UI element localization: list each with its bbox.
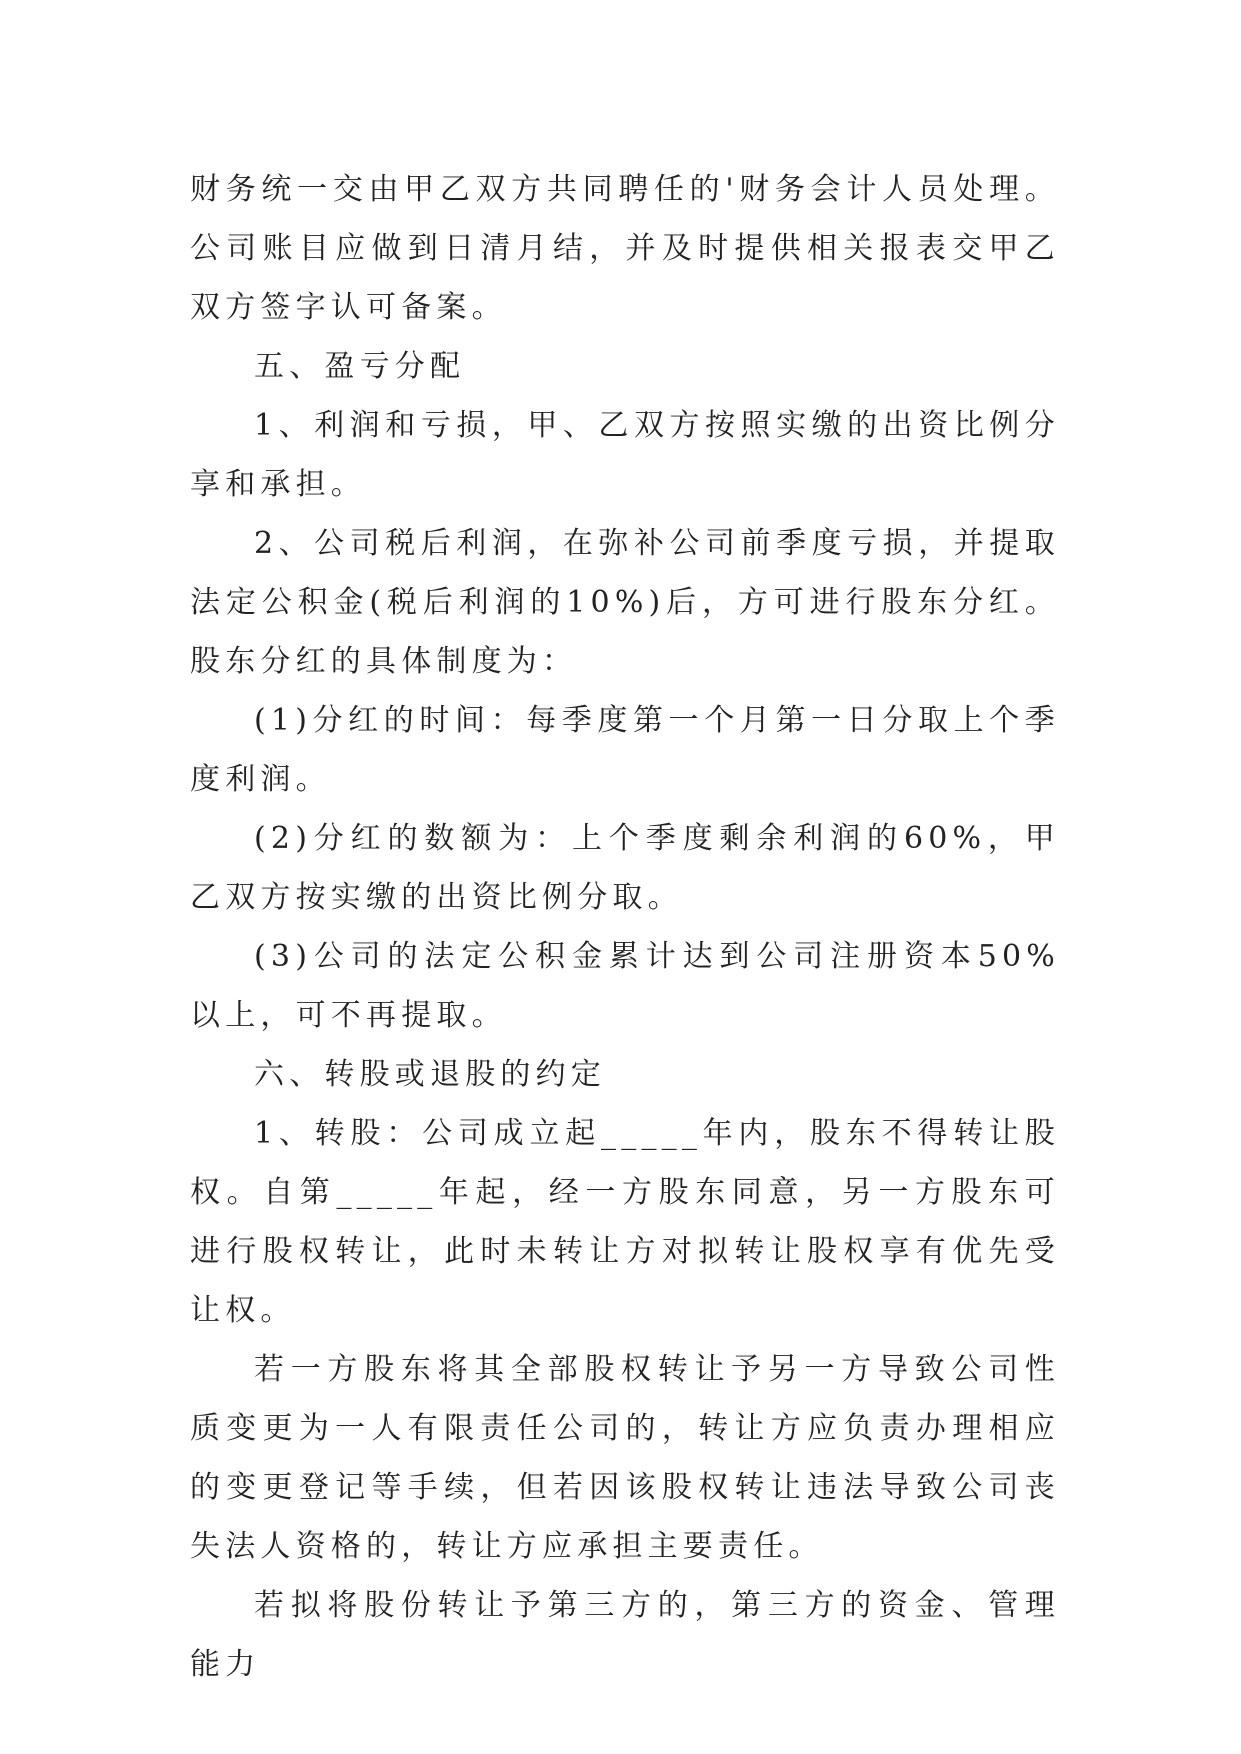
paragraph-financial-management: 财务统一交由甲乙双方共同聘任的'财务会计人员处理。公司账目应做到日清月结，并及时提供相关报表交甲乙双方签字认可备案。 [190,172,1060,325]
document-body [190,160,1060,1694]
clause-full-transfer: 若一方股东将其全部股权转让予另一方导致公司性质变更为一人有限责任公司的，转让方应负责办理相应的变更登记等手续，但若因该股权转让违法导致公司丧失法人资格的，转让方应承担主要责任。 [190,1352,1060,1564]
clause-statutory-reserve: (3)公司的法定公积金累计达到公司注册资本50%以上，可不再提取。 [190,939,1060,1033]
section-heading-share-transfer: 六、转股或退股的约定 [254,1057,606,1092]
clause-dividend-amount: (2)分红的数额为：上个季度剩余利润的60%，甲乙双方按实缴的出资比例分取。 [190,821,1060,915]
clause-after-tax-profit: 2、公司税后利润，在弥补公司前季度亏损，并提取法定公积金(税后利润的10%)后，方可进行股东分红。股东分红的具体制度为： [190,526,1060,679]
clause-profit-sharing: 1、利润和亏损，甲、乙双方按照实缴的出资比例分享和承担。 [190,408,1060,502]
clause-share-transfer: 1、转股：公司成立起_____年内，股东不得转让股权。自第_____年起，经一方股东同意，另一方股东可进行股权转让，此时未转让方对拟转让股权享有优先受让权。 [190,1116,1060,1328]
clause-dividend-time: (1)分红的时间：每季度第一个月第一日分取上个季度利润。 [190,703,1060,797]
section-heading-profit-loss: 五、盈亏分配 [254,349,466,384]
clause-third-party-transfer: 若拟将股份转让予第三方的，第三方的资金、管理能力 [190,1588,1060,1682]
